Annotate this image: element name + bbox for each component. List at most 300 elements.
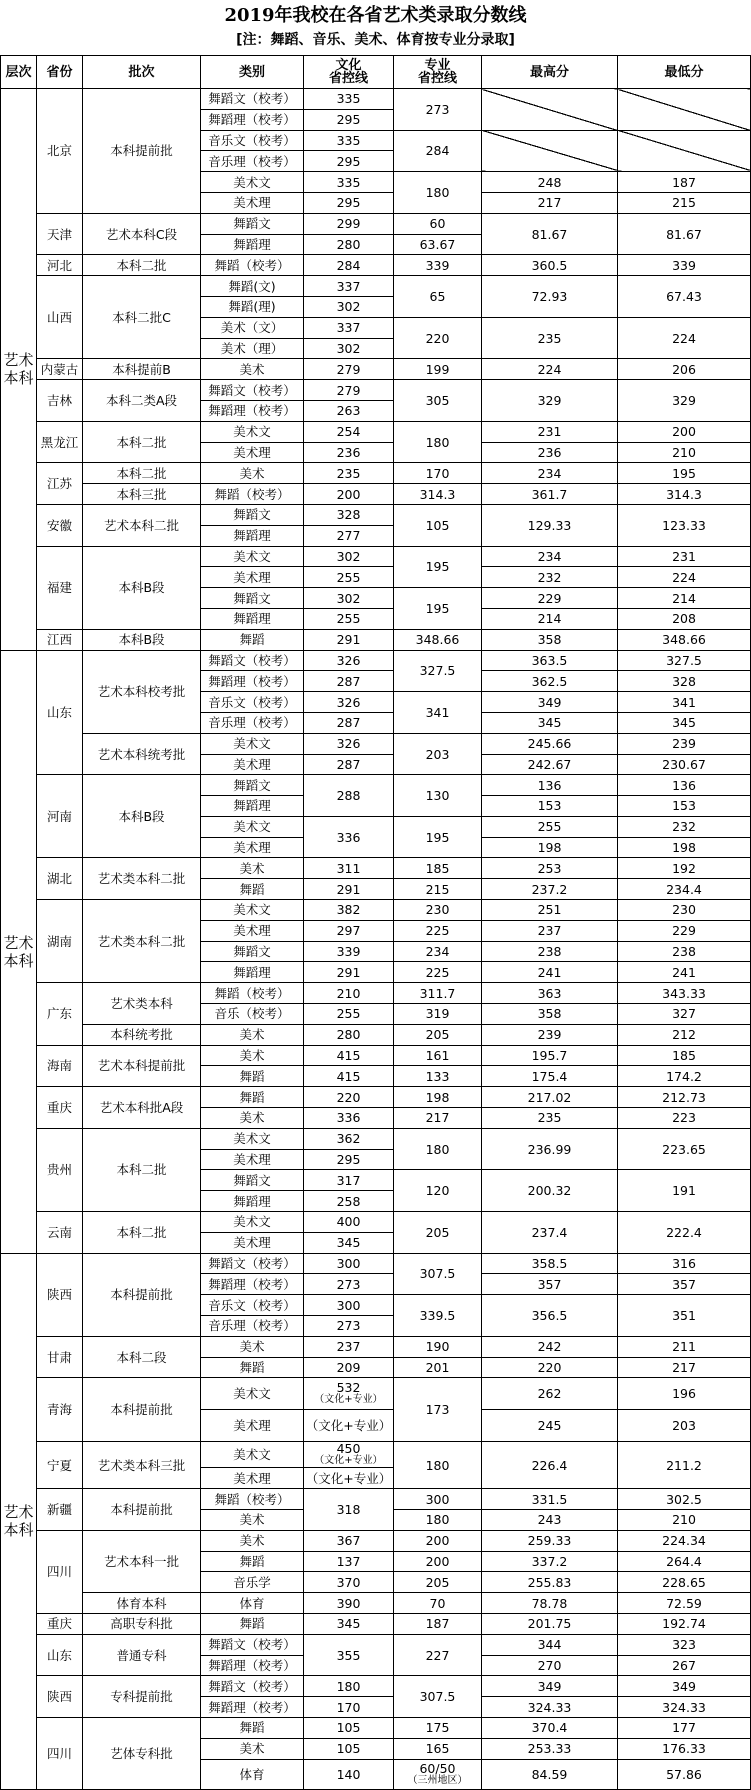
min-score-cell: 224 [618, 317, 751, 359]
culture-line-cell: 300 [304, 1295, 394, 1316]
max-score-cell: 243 [482, 1510, 618, 1531]
min-score-cell: 81.67 [618, 213, 751, 255]
province-cell: 四川 [37, 1717, 83, 1789]
major-line-cell: 273 [394, 89, 482, 131]
category-cell: 美术 [201, 1108, 304, 1129]
category-cell: 音乐文（校考） [201, 692, 304, 713]
max-score-cell: 195.7 [482, 1045, 618, 1066]
batch-cell: 艺术类本科 [83, 983, 201, 1025]
category-cell: 音乐文（校考） [201, 130, 304, 151]
category-cell: 舞蹈文 [201, 775, 304, 796]
max-score-cell: 360.5 [482, 255, 618, 276]
category-cell: 音乐学 [201, 1572, 304, 1593]
category-cell: 舞蹈（校考） [201, 1489, 304, 1510]
batch-cell: 本科二批C [83, 276, 201, 359]
max-score-cell: 214 [482, 608, 618, 629]
major-line-cell: 180 [394, 1442, 482, 1489]
table-row [1, 504, 751, 525]
min-score-cell: 185 [618, 1045, 751, 1066]
batch-cell: 本科二类A段 [83, 380, 201, 422]
max-score-cell: 175.4 [482, 1066, 618, 1087]
category-cell: 舞蹈文 [201, 588, 304, 609]
max-score-cell [482, 89, 618, 131]
max-score-cell: 236 [482, 442, 618, 463]
min-score-cell: 211.2 [618, 1442, 751, 1489]
min-score-cell: 177 [618, 1717, 751, 1738]
header-min: 最低分 [618, 56, 751, 89]
min-score-cell: 229 [618, 920, 751, 941]
table-row [1, 89, 751, 110]
max-score-cell: 262 [482, 1378, 618, 1410]
major-line-cell: 195 [394, 546, 482, 588]
category-cell: 舞蹈理（校考） [201, 1655, 304, 1676]
major-line-cell: 63.67 [394, 234, 482, 255]
culture-line-cell: 355 [304, 1634, 394, 1676]
max-score-cell: 236.99 [482, 1128, 618, 1170]
category-cell: 美术 [201, 1336, 304, 1357]
culture-line-cell: 200 [304, 484, 394, 505]
major-line-cell: 200 [394, 1530, 482, 1551]
province-cell: 福建 [37, 546, 83, 629]
batch-cell: 艺术本科校考批 [83, 650, 201, 733]
category-cell: 舞蹈（校考） [201, 255, 304, 276]
culture-line-cell: 450 （文化+专业） [304, 1442, 394, 1468]
max-score-cell: 78.78 [482, 1593, 618, 1614]
culture-line-cell: 210 [304, 983, 394, 1004]
category-cell: 美术文 [201, 816, 304, 837]
major-line-cell: 65 [394, 276, 482, 318]
culture-line-cell: 337 [304, 317, 394, 338]
major-line-cell: 60 [394, 213, 482, 234]
category-cell: 美术理 [201, 754, 304, 775]
level-cell: 艺术本科 [1, 650, 37, 1253]
culture-line-cell: 326 [304, 733, 394, 754]
culture-line-cell: 295 [304, 192, 394, 213]
sheet-note: [注：舞蹈、音乐、美术、体育按专业分录取] [236, 32, 515, 48]
culture-line-cell: 291 [304, 879, 394, 900]
max-score-cell: 239 [482, 1024, 618, 1045]
culture-line-cell: 328 [304, 504, 394, 525]
category-cell: 音乐理（校考） [201, 712, 304, 733]
max-score-cell: 358 [482, 1004, 618, 1025]
max-score-cell: 245.66 [482, 733, 618, 754]
major-line-cell: 305 [394, 380, 482, 422]
max-score-cell: 235 [482, 1108, 618, 1129]
major-line-cell: 200 [394, 1551, 482, 1572]
min-score-cell: 339 [618, 255, 751, 276]
culture-line-cell: 140 [304, 1759, 394, 1789]
category-cell: 舞蹈 [201, 1551, 304, 1572]
table-row [1, 546, 751, 567]
header-culture-line: 文化 省控线 [304, 56, 394, 89]
culture-line-cell: 345 [304, 1232, 394, 1253]
province-cell: 天津 [37, 213, 83, 255]
category-cell: 舞蹈文（校考） [201, 650, 304, 671]
culture-line-cell: 335 [304, 89, 394, 110]
culture-line-cell: 299 [304, 213, 394, 234]
culture-line-cell: 297 [304, 920, 394, 941]
category-cell: 舞蹈文（校考） [201, 1676, 304, 1697]
max-score-cell: 344 [482, 1634, 618, 1655]
header-level: 层次 [1, 56, 37, 89]
batch-cell: 艺术本科二批 [83, 504, 201, 546]
min-score-cell: 327.5 [618, 650, 751, 671]
category-cell: 美术 [201, 1045, 304, 1066]
culture-line-cell: 258 [304, 1191, 394, 1212]
major-line-cell: 170 [394, 463, 482, 484]
culture-line-cell: 318 [304, 1489, 394, 1531]
category-cell: 舞蹈文 [201, 213, 304, 234]
category-cell: 体育 [201, 1759, 304, 1789]
header-category: 类别 [201, 56, 304, 89]
min-score-cell: 203 [618, 1410, 751, 1442]
major-line-cell: 195 [394, 588, 482, 630]
province-cell: 广东 [37, 983, 83, 1045]
culture-line-cell: 209 [304, 1357, 394, 1378]
culture-line-cell: 291 [304, 629, 394, 650]
province-cell: 山东 [37, 1634, 83, 1676]
major-line-cell: 180 [394, 172, 482, 214]
table-row [1, 900, 751, 921]
category-cell: 舞蹈(文) [201, 276, 304, 297]
batch-cell: 普通专科 [83, 1634, 201, 1676]
max-score-cell: 363 [482, 983, 618, 1004]
major-line-cell: 220 [394, 317, 482, 359]
header-batch: 批次 [83, 56, 201, 89]
major-line-cell: 195 [394, 816, 482, 858]
max-score-cell: 201.75 [482, 1613, 618, 1634]
culture-line-cell: 336 [304, 816, 394, 858]
province-cell: 青海 [37, 1378, 83, 1442]
culture-line-cell: 287 [304, 712, 394, 733]
batch-cell: 本科二批 [83, 421, 201, 463]
province-cell: 云南 [37, 1212, 83, 1254]
major-line-cell: 180 [394, 421, 482, 463]
batch-cell: 艺术类本科三批 [83, 1442, 201, 1489]
category-cell: 美术文 [201, 900, 304, 921]
category-cell: 舞蹈文（校考） [201, 1253, 304, 1274]
batch-cell: 本科三批 [83, 484, 201, 505]
category-cell: 舞蹈理（校考） [201, 671, 304, 692]
culture-line-cell: （文化+专业） [304, 1410, 394, 1442]
province-cell: 新疆 [37, 1489, 83, 1531]
max-score-cell: 259.33 [482, 1530, 618, 1551]
max-score-cell: 136 [482, 775, 618, 796]
table-row [1, 1087, 751, 1108]
major-line-cell: 311.7 [394, 983, 482, 1004]
batch-cell: 艺术类本科二批 [83, 900, 201, 983]
header-max: 最高分 [482, 56, 618, 89]
culture-line-cell: 236 [304, 442, 394, 463]
culture-note: （文化+专业） [314, 1455, 383, 1467]
table-row [1, 1442, 751, 1468]
major-line-cell: 165 [394, 1738, 482, 1759]
culture-line-cell: 415 [304, 1045, 394, 1066]
min-score-cell: 224 [618, 567, 751, 588]
min-score-cell: 153 [618, 796, 751, 817]
min-score-cell: 241 [618, 962, 751, 983]
category-cell: 美术理 [201, 1232, 304, 1253]
province-cell: 内蒙古 [37, 359, 83, 380]
batch-cell: 本科统考批 [83, 1024, 201, 1045]
min-score-cell: 230 [618, 900, 751, 921]
category-cell: 舞蹈理 [201, 1191, 304, 1212]
max-score-cell [482, 130, 618, 172]
culture-line-cell: 382 [304, 900, 394, 921]
min-score-cell: 228.65 [618, 1572, 751, 1593]
category-cell: 舞蹈 [201, 1357, 304, 1378]
min-score-cell: 212 [618, 1024, 751, 1045]
min-score-cell: 198 [618, 837, 751, 858]
category-cell: 舞蹈文 [201, 941, 304, 962]
table-row [1, 255, 751, 276]
max-score-cell: 270 [482, 1655, 618, 1676]
major-line-cell: 225 [394, 920, 482, 941]
province-cell: 宁夏 [37, 1442, 83, 1489]
sheet-title: 2019年我校在各省艺术类录取分数线 [224, 5, 527, 26]
major-line-cell: 217 [394, 1108, 482, 1129]
province-cell: 陕西 [37, 1676, 83, 1718]
major-line-cell: 307.5 [394, 1676, 482, 1718]
province-cell: 四川 [37, 1530, 83, 1613]
province-cell: 湖南 [37, 900, 83, 983]
major-line-cell: 199 [394, 359, 482, 380]
culture-line-cell: 284 [304, 255, 394, 276]
min-score-cell: 328 [618, 671, 751, 692]
culture-line-cell: 390 [304, 1593, 394, 1614]
culture-line-cell: 337 [304, 276, 394, 297]
min-score-cell: 314.3 [618, 484, 751, 505]
max-score-cell: 81.67 [482, 213, 618, 255]
max-score-cell: 224 [482, 359, 618, 380]
max-score-cell: 235 [482, 317, 618, 359]
max-score-cell: 363.5 [482, 650, 618, 671]
province-cell: 山西 [37, 276, 83, 359]
batch-cell: 本科二段 [83, 1336, 201, 1378]
max-score-cell: 238 [482, 941, 618, 962]
category-cell: 舞蹈文 [201, 504, 304, 525]
major-line-cell: 190 [394, 1336, 482, 1357]
major-note: （三州地区） [407, 1774, 468, 1786]
max-score-cell: 356.5 [482, 1295, 618, 1337]
category-cell: 舞蹈文（校考） [201, 1634, 304, 1655]
score-table [0, 55, 751, 1790]
province-cell: 黑龙江 [37, 421, 83, 463]
culture-line-cell: 105 [304, 1738, 394, 1759]
table-row [1, 359, 751, 380]
min-score-cell: 348.66 [618, 629, 751, 650]
batch-cell: 本科提前批 [83, 1253, 201, 1336]
max-score-cell: 234 [482, 546, 618, 567]
min-score-cell: 176.33 [618, 1738, 751, 1759]
max-score-cell: 242.67 [482, 754, 618, 775]
category-cell: 舞蹈理 [201, 962, 304, 983]
culture-line-cell: 291 [304, 962, 394, 983]
culture-line-cell: 170 [304, 1697, 394, 1718]
major-line-cell: 185 [394, 858, 482, 879]
province-cell: 湖北 [37, 858, 83, 900]
min-score-cell [618, 130, 751, 172]
major-line-cell: 187 [394, 1613, 482, 1634]
min-score-cell: 231 [618, 546, 751, 567]
culture-line-cell: 302 [304, 338, 394, 359]
min-score-cell: 302.5 [618, 1489, 751, 1510]
category-cell: 美术文 [201, 421, 304, 442]
max-score-cell: 358 [482, 629, 618, 650]
category-cell: 美术文 [201, 1212, 304, 1233]
table-row [1, 1045, 751, 1066]
batch-cell: 本科B段 [83, 546, 201, 629]
max-score-cell: 226.4 [482, 1442, 618, 1489]
max-score-cell: 329 [482, 380, 618, 422]
culture-note: （文化+专业） [314, 1394, 383, 1406]
level-cell: 艺术本科 [1, 89, 37, 651]
min-score-cell: 57.86 [618, 1759, 751, 1789]
category-cell: 舞蹈 [201, 1066, 304, 1087]
culture-line-cell: 263 [304, 400, 394, 421]
category-cell: 舞蹈（校考） [201, 484, 304, 505]
table-row [1, 1593, 751, 1614]
province-cell: 江苏 [37, 463, 83, 505]
max-score-cell: 255 [482, 816, 618, 837]
max-score-cell: 248 [482, 172, 618, 193]
table-row [1, 463, 751, 484]
min-score-cell: 223.65 [618, 1128, 751, 1170]
category-cell: 美术文 [201, 733, 304, 754]
category-cell: 美术理 [201, 920, 304, 941]
major-line-cell: 180 [394, 1510, 482, 1531]
major-line-cell: 130 [394, 775, 482, 817]
table-row [1, 213, 751, 234]
batch-cell: 艺术本科批A段 [83, 1087, 201, 1129]
category-cell: 音乐理（校考） [201, 1316, 304, 1337]
max-score-cell: 253 [482, 858, 618, 879]
header-row [1, 56, 751, 89]
table-row [1, 858, 751, 879]
culture-line-cell: 287 [304, 754, 394, 775]
table-row [1, 1253, 751, 1274]
culture-line-cell: 105 [304, 1717, 394, 1738]
major-line-cell: 284 [394, 130, 482, 172]
major-line-cell: 70 [394, 1593, 482, 1614]
table-row [1, 1634, 751, 1655]
max-score-cell: 245 [482, 1410, 618, 1442]
batch-cell: 本科B段 [83, 629, 201, 650]
table-row [1, 1212, 751, 1233]
category-cell: 美术 [201, 463, 304, 484]
category-cell: 美术理 [201, 192, 304, 213]
table-row [1, 1024, 751, 1045]
table-row [1, 1676, 751, 1697]
min-score-cell: 264.4 [618, 1551, 751, 1572]
province-cell: 重庆 [37, 1087, 83, 1129]
max-score-cell: 251 [482, 900, 618, 921]
batch-cell: 本科二批 [83, 1212, 201, 1254]
major-line-cell: 205 [394, 1212, 482, 1254]
min-score-cell: 234.4 [618, 879, 751, 900]
category-cell: 美术理 [201, 1468, 304, 1489]
major-line-cell: 227 [394, 1634, 482, 1676]
table-row [1, 1378, 751, 1410]
major-line-cell: 133 [394, 1066, 482, 1087]
category-cell: 舞蹈文（校考） [201, 380, 304, 401]
max-score-cell: 241 [482, 962, 618, 983]
min-score-cell: 192.74 [618, 1613, 751, 1634]
category-cell: 舞蹈（校考） [201, 983, 304, 1004]
min-score-cell: 200 [618, 421, 751, 442]
min-score-cell: 238 [618, 941, 751, 962]
max-score-cell: 217.02 [482, 1087, 618, 1108]
table-row [1, 421, 751, 442]
culture-line-cell: 300 [304, 1253, 394, 1274]
table-row [1, 1717, 751, 1738]
culture-line-cell: 180 [304, 1676, 394, 1697]
major-line-cell: 173 [394, 1378, 482, 1442]
min-score-cell: 217 [618, 1357, 751, 1378]
major-line-cell: 161 [394, 1045, 482, 1066]
min-score-cell: 223 [618, 1108, 751, 1129]
max-score-cell: 361.7 [482, 484, 618, 505]
major-line-cell: 175 [394, 1717, 482, 1738]
min-score-cell: 210 [618, 442, 751, 463]
culture-line-cell: 311 [304, 858, 394, 879]
max-score-cell: 237.4 [482, 1212, 618, 1254]
province-cell: 河北 [37, 255, 83, 276]
batch-cell: 艺术本科提前批 [83, 1045, 201, 1087]
batch-cell: 艺术本科一批 [83, 1530, 201, 1592]
category-cell: 舞蹈 [201, 879, 304, 900]
category-cell: 音乐（校考） [201, 1004, 304, 1025]
major-line-cell: 203 [394, 733, 482, 775]
max-score-cell: 231 [482, 421, 618, 442]
batch-cell: 本科二批 [83, 1128, 201, 1211]
culture-line-cell: 280 [304, 234, 394, 255]
major-line-cell: 230 [394, 900, 482, 921]
batch-cell: 本科二批 [83, 463, 201, 484]
max-score-cell: 237 [482, 920, 618, 941]
min-score-cell: 191 [618, 1170, 751, 1212]
min-score-cell: 206 [618, 359, 751, 380]
table-row [1, 650, 751, 671]
province-cell: 吉林 [37, 380, 83, 422]
category-cell: 舞蹈理 [201, 234, 304, 255]
min-score-cell: 323 [618, 1634, 751, 1655]
category-cell: 美术文 [201, 1442, 304, 1468]
min-score-cell: 327 [618, 1004, 751, 1025]
category-cell: 美术（文） [201, 317, 304, 338]
table-row [1, 733, 751, 754]
max-score-cell: 255.83 [482, 1572, 618, 1593]
table-row [1, 276, 751, 297]
min-score-cell: 208 [618, 608, 751, 629]
major-line-cell: 201 [394, 1357, 482, 1378]
culture-line-cell: 336 [304, 1108, 394, 1129]
major-line-cell: 215 [394, 879, 482, 900]
min-score-cell: 72.59 [618, 1593, 751, 1614]
category-cell: 美术理 [201, 1149, 304, 1170]
min-score-cell: 195 [618, 463, 751, 484]
min-score-cell: 232 [618, 816, 751, 837]
min-score-cell: 351 [618, 1295, 751, 1337]
min-score-cell: 316 [618, 1253, 751, 1274]
major-line-cell: 339 [394, 255, 482, 276]
culture-line-cell: （文化+专业） [304, 1468, 394, 1489]
min-score-cell: 67.43 [618, 276, 751, 318]
batch-cell: 本科提前批 [83, 1378, 201, 1442]
table-row [1, 983, 751, 1004]
province-cell: 北京 [37, 89, 83, 214]
category-cell: 美术文 [201, 546, 304, 567]
